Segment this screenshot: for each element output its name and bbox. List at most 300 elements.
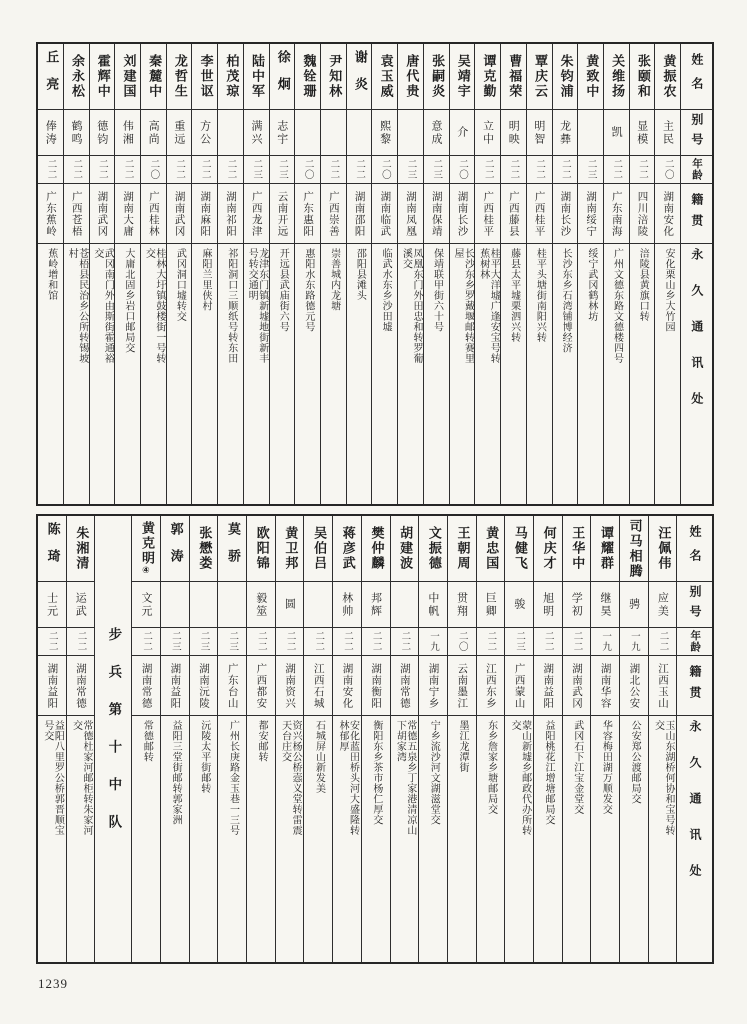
- name-text: [45, 522, 59, 576]
- alias-cell: [64, 110, 89, 156]
- alias-cell: [563, 582, 591, 628]
- age-value: 二〇: [456, 631, 468, 652]
- age-value: 二三: [431, 159, 443, 180]
- origin-cell: [477, 656, 505, 716]
- origin-cell: [649, 656, 677, 716]
- alias-cell: [190, 582, 218, 628]
- origin-text: [534, 191, 545, 237]
- age-text: [285, 631, 295, 652]
- name-value: 黄克明: [138, 521, 154, 566]
- origin-cell: [192, 184, 217, 244]
- address-cell: [347, 244, 372, 504]
- origin-cell: [563, 656, 591, 716]
- address-text: [380, 248, 391, 332]
- address-value: 常德五泉乡丁家港清凉山下胡家湾: [394, 720, 416, 836]
- age-value: 二二: [284, 631, 296, 652]
- address-value: 苍梧县民治乡公所转锡坡村: [66, 248, 88, 364]
- origin-value: 湖南长沙: [456, 190, 469, 237]
- name-value: 秦麓中: [146, 54, 162, 99]
- origin-value: 广西苍梧: [70, 190, 83, 237]
- address-value: 武冈南门外由斯街霍通裕交: [91, 248, 114, 364]
- age-value: 二〇: [148, 159, 160, 180]
- name-cell: [90, 44, 115, 110]
- name-text: [139, 521, 153, 576]
- footnote-marker: ④: [140, 566, 151, 576]
- alias-text: [571, 592, 583, 618]
- address-text: [629, 720, 640, 804]
- alias-cell: [244, 110, 269, 156]
- age-value: 二三: [276, 159, 288, 180]
- alias-value: 继昊: [598, 591, 612, 618]
- address-value: 涪陵县黄旗口转: [637, 248, 649, 322]
- column-header-alias: 别号: [687, 584, 702, 625]
- alias-text: [508, 120, 520, 146]
- name-cell: [527, 44, 552, 110]
- alias-text: [628, 598, 640, 611]
- address-cell: [477, 716, 505, 962]
- address-cell: [649, 716, 677, 962]
- address-value: 开远县武庙街六号: [277, 248, 289, 332]
- age-cell: [167, 156, 192, 184]
- age-cell: [190, 628, 218, 656]
- age-value: 二二: [45, 159, 57, 180]
- address-text: [256, 720, 267, 762]
- name-text: [254, 526, 268, 571]
- person-column: [66, 516, 95, 962]
- address-text: [585, 248, 596, 322]
- address-text: [227, 720, 238, 836]
- age-cell: [141, 156, 166, 184]
- name-text: [198, 54, 212, 99]
- address-text: [174, 248, 185, 322]
- alias-cell: [505, 582, 533, 628]
- address-text: [534, 248, 545, 343]
- header-cell-age: [681, 156, 712, 184]
- age-cell: [630, 156, 655, 184]
- age-text: [226, 159, 236, 180]
- alias-cell: [424, 110, 449, 156]
- address-cell: [391, 716, 419, 962]
- age-value: 二二: [225, 159, 237, 180]
- alias-text: [173, 120, 185, 146]
- age-text: [200, 159, 210, 180]
- age-text: [251, 159, 261, 180]
- origin-value: 云南开远: [276, 190, 289, 237]
- address-text: [141, 720, 152, 762]
- name-text: [584, 54, 598, 99]
- address-value: 长沙东乡石湾铺博经济: [560, 248, 572, 353]
- name-cell: [190, 516, 218, 582]
- name-cell: [419, 516, 447, 582]
- name-value: 徐炯: [274, 49, 290, 104]
- row-labels-column: [676, 516, 712, 962]
- name-cell: [475, 44, 500, 110]
- name-cell: [655, 44, 680, 110]
- address-value: 凤凰东门外田忠和转罗葡溪交: [400, 248, 423, 364]
- name-value: 曹福荣: [506, 54, 522, 99]
- name-text: [283, 526, 297, 571]
- alias-value: 俸涛: [44, 119, 58, 146]
- age-cell: [132, 628, 160, 656]
- name-cell: [591, 516, 619, 582]
- age-value: 二三: [198, 631, 210, 652]
- address-value: 常德邮转: [141, 720, 153, 762]
- age-value: 二二: [485, 631, 497, 652]
- age-cell: [578, 156, 603, 184]
- address-value: 绥宁武冈鹤林坊: [585, 248, 597, 322]
- name-value: 张颐和: [634, 54, 650, 99]
- age-text: [508, 159, 518, 180]
- header-cell-age: [677, 628, 712, 656]
- origin-text: [45, 191, 56, 237]
- origin-text: [611, 191, 622, 237]
- age-text: [428, 631, 438, 652]
- address-value: 大庸北固乡岩口邮局交: [122, 248, 134, 353]
- address-text: [66, 248, 87, 368]
- alias-cell: [419, 582, 447, 628]
- person-column: [371, 44, 397, 504]
- name-cell: [38, 516, 66, 582]
- person-column: [131, 516, 160, 962]
- origin-cell: [115, 184, 140, 244]
- person-column: [397, 44, 423, 504]
- age-value: 一九: [428, 631, 440, 652]
- address-value: 藤县太平墟栗泗兴转: [508, 248, 520, 343]
- name-value: 谭耀群: [597, 526, 613, 571]
- name-value: 丘亮: [43, 49, 59, 104]
- alias-cell: [218, 582, 246, 628]
- person-column: [160, 516, 189, 962]
- address-cell: [276, 716, 304, 962]
- name-text: [512, 526, 526, 571]
- age-text: [483, 159, 493, 180]
- name-cell: [167, 44, 192, 110]
- age-cell: [450, 156, 475, 184]
- person-column: [140, 44, 166, 504]
- origin-value: 湖南常德: [398, 662, 411, 709]
- name-text: [249, 54, 263, 99]
- address-cell: [270, 244, 295, 504]
- alias-value: 德钧: [95, 119, 109, 146]
- address-text: [170, 720, 181, 825]
- origin-text: [276, 191, 287, 237]
- alias-cell: [192, 110, 217, 156]
- name-text: [224, 54, 238, 99]
- age-text: [277, 159, 287, 180]
- name-cell: [553, 44, 578, 110]
- alias-cell: [270, 110, 295, 156]
- alias-cell: [578, 110, 603, 156]
- person-column: [533, 516, 562, 962]
- age-text: [663, 159, 673, 180]
- age-cell: [192, 156, 217, 184]
- name-cell: [450, 44, 475, 110]
- age-value: 一九: [600, 631, 612, 652]
- name-value: 朱钧浦: [557, 54, 573, 99]
- alias-value: 巨卿: [484, 591, 498, 618]
- name-cell: [276, 516, 304, 582]
- address-text: [485, 720, 496, 815]
- address-text: [611, 248, 622, 364]
- unit-label-column: [94, 516, 131, 962]
- age-value: 二三: [585, 159, 597, 180]
- origin-cell: [321, 184, 346, 244]
- origin-value: 湖南麻阳: [199, 190, 212, 237]
- alias-cell: [218, 110, 243, 156]
- name-value: 司马相腾: [626, 518, 642, 579]
- address-value: 桂林大圩镇鼓楼街一号转交: [143, 248, 165, 364]
- origin-cell: [604, 184, 629, 244]
- name-cell: [372, 44, 397, 110]
- address-value: 资兴杨公桥悫义堂转雷震天台庄交: [279, 720, 302, 836]
- age-text: [174, 159, 184, 180]
- address-value: 广州长庚路金玉巷一三号: [227, 720, 239, 836]
- age-value: 二二: [46, 631, 58, 652]
- origin-cell: [276, 656, 304, 716]
- address-cell: [244, 244, 269, 504]
- alias-value: 介: [455, 126, 469, 139]
- header-cell-origin: [681, 184, 712, 244]
- age-text: [637, 159, 647, 180]
- address-cell: [218, 716, 246, 962]
- name-value: 谢炎: [351, 49, 367, 104]
- alias-text: [148, 120, 160, 146]
- origin-cell: [218, 656, 246, 716]
- age-text: [406, 159, 416, 180]
- person-column: [38, 44, 63, 504]
- address-cell: [247, 716, 275, 962]
- alias-cell: [304, 582, 332, 628]
- alias-text: [533, 120, 545, 146]
- alias-value: 文元: [139, 591, 153, 618]
- alias-text: [482, 120, 494, 146]
- age-text: [227, 631, 237, 652]
- name-text: [484, 526, 498, 571]
- origin-value: 广西藤县: [507, 190, 520, 237]
- address-value: 桂平大洋墟广逢安宝号转蕉树林: [477, 248, 500, 364]
- alias-value: 中帆: [426, 591, 440, 618]
- alias-cell: [247, 582, 275, 628]
- name-text: [455, 54, 469, 99]
- age-cell: [563, 628, 591, 656]
- age-text: [485, 631, 495, 652]
- name-cell: [477, 516, 505, 582]
- address-value: 邵阳县滩头: [354, 248, 366, 301]
- row-labels-column: [680, 44, 712, 504]
- name-cell: [448, 516, 476, 582]
- name-cell: [649, 516, 677, 582]
- age-cell: [448, 628, 476, 656]
- alias-cell: [534, 582, 562, 628]
- age-text: [342, 631, 352, 652]
- name-value: 覃庆云: [531, 54, 547, 99]
- alias-cell: [115, 110, 140, 156]
- origin-text: [354, 191, 365, 237]
- age-value: 二二: [199, 159, 211, 180]
- address-text: [431, 248, 442, 332]
- alias-value: 明映: [507, 119, 521, 146]
- person-column: [320, 44, 346, 504]
- alias-text: [599, 592, 611, 618]
- address-text: [600, 720, 611, 815]
- person-column: [303, 516, 332, 962]
- origin-cell: [270, 184, 295, 244]
- address-text: [400, 248, 421, 368]
- name-text: [69, 54, 83, 99]
- origin-value: 湖南资兴: [284, 662, 297, 709]
- address-text: [70, 720, 91, 840]
- address-text: [277, 248, 288, 332]
- age-text: [457, 159, 467, 180]
- name-text: [168, 522, 182, 576]
- age-value: 二二: [534, 159, 546, 180]
- origin-value: 湖南大庸: [122, 190, 135, 237]
- address-value: 安化蓝田桥头河大盛隆转林郁厚: [336, 720, 359, 836]
- origin-cell: [64, 184, 89, 244]
- person-column: [217, 44, 243, 504]
- person-column: [603, 44, 629, 504]
- address-text: [198, 720, 209, 794]
- person-column: [166, 44, 192, 504]
- person-column: [619, 516, 648, 962]
- age-cell: [505, 628, 533, 656]
- alias-cell: [167, 110, 192, 156]
- age-value: 二二: [75, 631, 87, 652]
- address-text: [456, 720, 467, 773]
- origin-value: 湖南安化: [662, 190, 675, 237]
- origin-text: [379, 191, 390, 237]
- person-column: [346, 44, 372, 504]
- origin-value: 湖南邵阳: [353, 190, 366, 237]
- person-column: [526, 44, 552, 504]
- origin-text: [199, 191, 210, 237]
- age-cell: [115, 156, 140, 184]
- age-cell: [347, 156, 372, 184]
- name-cell: [218, 44, 243, 110]
- address-value: 蕉岭增和馆: [45, 248, 57, 301]
- age-cell: [218, 156, 243, 184]
- name-value: 刘建国: [120, 54, 136, 99]
- origin-value: 湖南临武: [379, 190, 392, 237]
- origin-cell: [591, 656, 619, 716]
- alias-cell: [553, 110, 578, 156]
- name-text: [275, 50, 289, 104]
- origin-value: 广西龙津: [250, 190, 263, 237]
- name-value: 黄卫邦: [282, 526, 298, 571]
- age-value: 二三: [405, 159, 417, 180]
- alias-cell: [90, 110, 115, 156]
- origin-value: 江西东乡: [484, 662, 497, 709]
- address-cell: [304, 716, 332, 962]
- origin-value: 湖南武冈: [173, 190, 186, 237]
- person-column: [38, 516, 66, 962]
- column-header-address: 永久通讯处: [687, 720, 702, 900]
- person-column: [63, 44, 89, 504]
- address-value: 石城屏山新发美: [313, 720, 325, 794]
- origin-cell: [553, 184, 578, 244]
- age-text: [514, 631, 524, 652]
- name-value: 李世讴: [197, 54, 213, 99]
- address-text: [543, 720, 554, 825]
- origin-text: [662, 191, 673, 237]
- name-cell: [304, 516, 332, 582]
- alias-text: [559, 120, 571, 146]
- address-cell: [591, 716, 619, 962]
- person-column: [243, 44, 269, 504]
- age-text: [97, 159, 107, 180]
- name-text: [541, 526, 555, 571]
- alias-value: 显模: [635, 119, 649, 146]
- person-column: [89, 44, 115, 504]
- alias-cell: [67, 582, 95, 628]
- origin-text: [456, 663, 467, 709]
- age-cell: [620, 628, 648, 656]
- name-text: [598, 526, 612, 571]
- origin-cell: [167, 184, 192, 244]
- address-text: [451, 248, 472, 368]
- address-value: 常德杜家河邮柜转朱家河交: [70, 720, 92, 836]
- alias-text: [611, 126, 623, 139]
- name-text: [455, 526, 469, 571]
- name-value: 何庆才: [540, 526, 556, 571]
- name-cell: [563, 516, 591, 582]
- person-column: [332, 516, 361, 962]
- origin-value: 广东台山: [226, 662, 239, 709]
- name-value: 黄忠国: [483, 526, 499, 571]
- address-cell: [553, 244, 578, 504]
- origin-value: 广东蕉岭: [44, 190, 57, 237]
- name-text: [481, 54, 495, 99]
- name-value: 欧阳锦: [253, 526, 269, 571]
- origin-value: 湖南祁阳: [225, 190, 238, 237]
- alias-value: 毅筮: [254, 591, 268, 618]
- alias-value: 士元: [45, 591, 59, 618]
- age-value: 二二: [122, 159, 134, 180]
- age-cell: [649, 628, 677, 656]
- alias-cell: [501, 110, 526, 156]
- origin-value: 湖南安化: [341, 662, 354, 709]
- age-value: 二三: [169, 631, 181, 652]
- name-value: 张嗣炎: [429, 54, 445, 99]
- age-cell: [604, 156, 629, 184]
- alias-value: 骏: [512, 598, 526, 611]
- name-cell: [333, 516, 361, 582]
- age-text: [586, 159, 596, 180]
- origin-value: 湖南华容: [599, 662, 612, 709]
- address-value: 都安邮转: [256, 720, 268, 762]
- name-value: 唐代贵: [403, 54, 419, 99]
- address-value: 公安郑公渡邮局交: [629, 720, 641, 804]
- age-cell: [424, 156, 449, 184]
- origin-cell: [190, 656, 218, 716]
- age-cell: [244, 156, 269, 184]
- alias-cell: [475, 110, 500, 156]
- name-value: 龙哲生: [171, 54, 187, 99]
- alias-cell: [391, 582, 419, 628]
- age-cell: [362, 628, 390, 656]
- person-column: [590, 516, 619, 962]
- alias-text: [341, 592, 353, 618]
- age-text: [71, 159, 81, 180]
- address-value: 惠阳水东路德元号: [302, 248, 314, 332]
- address-cell: [192, 244, 217, 504]
- origin-value: 江西石城: [312, 662, 325, 709]
- name-value: 陈琦: [44, 521, 60, 576]
- origin-text: [370, 663, 381, 709]
- alias-cell: [655, 110, 680, 156]
- origin-cell: [578, 184, 603, 244]
- name-cell: [620, 516, 648, 582]
